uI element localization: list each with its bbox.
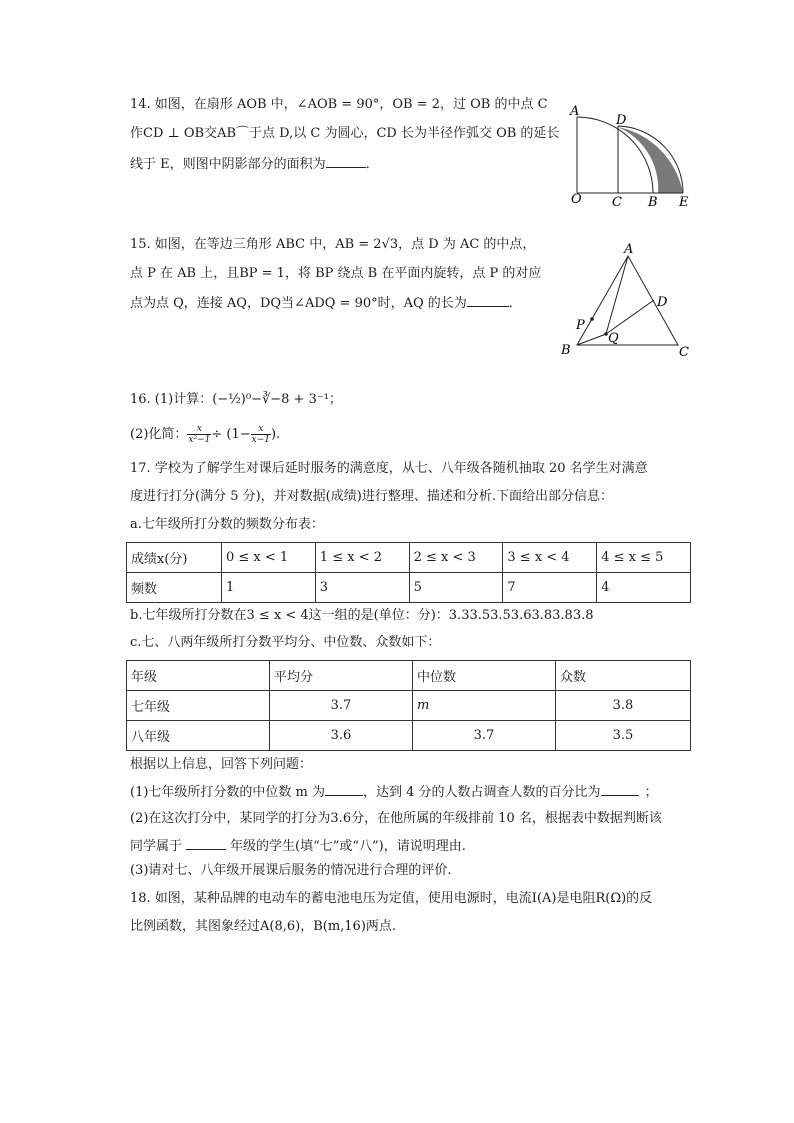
q14-arc-ab	[577, 117, 653, 193]
table-row	[127, 573, 691, 603]
table-cell: 5	[409, 573, 503, 603]
q14-line1: 14. 如图，在扇形 AOB 中，∠AOB = 90°，OB = 2，过 OB 的中点 C	[130, 97, 548, 112]
table-cell: 3.8	[556, 691, 691, 721]
q17-q1-blank-2	[601, 781, 639, 796]
table-cell: 1 ≤ x < 2	[315, 543, 409, 573]
table-cell: 1	[222, 573, 316, 603]
table-cell: 八年级	[127, 721, 270, 751]
q16-part1-expression: (−½)⁰−∛−8 + 3⁻¹；	[212, 392, 342, 407]
q16-part2-middle: ÷ (1−	[211, 427, 251, 442]
table-cell: 3	[315, 573, 409, 603]
q16-part1-label: 16. (1)计算：	[130, 392, 213, 407]
table-cell: 平均分	[270, 661, 413, 691]
q14-label-a: A	[570, 104, 580, 119]
q17-question-2a: (2)在这次打分中，某同学的打分为3.6分，在他所属的年级排前 10 名，根据表中数据判断该	[130, 811, 662, 826]
q14-label-c: C	[612, 195, 622, 210]
table-cell: m	[413, 691, 556, 721]
q14-label-d: D	[616, 113, 627, 128]
q17-question-1	[130, 781, 658, 803]
q17-question-2b	[130, 835, 466, 857]
q15-answer-blank	[467, 292, 509, 307]
q15-line3	[130, 292, 522, 314]
q14-line3	[130, 153, 379, 175]
q15-label-q: Q	[608, 331, 619, 346]
q14-figure	[560, 100, 700, 212]
q15-line2: 点 P 在 AB 上，且BP = 1，将 BP 绕点 B 在平面内旋转，点 P 的对应	[130, 266, 542, 281]
q17-b-text: b.七年级所打分数在3 ≤ x < 4这一组的是(单位：分)：3.33.53.53.63.83.83.8	[130, 608, 594, 623]
q16-frac2-den: x−1	[251, 435, 270, 445]
q14-line3-end: ．	[365, 157, 379, 172]
q17-q1-text-a: (1)七年级所打分数的中位数 m 为	[130, 785, 326, 800]
table-cell: 3.7	[413, 721, 556, 751]
table-cell: 频数	[127, 573, 222, 603]
table-cell: 3 ≤ x < 4	[503, 543, 597, 573]
q17-line2: 度进行打分(满分 5 分)，并对数据(成绩)进行整理、描述和分析.下面给出部分信息：	[130, 489, 613, 504]
q17-frequency-table	[126, 542, 691, 603]
table-cell: 年级	[127, 661, 270, 691]
q17-q1-blank-1	[325, 781, 363, 796]
q18-line1: 18. 如图，某种品牌的电动车的蓄电池电压为定值，使用电源时，电流I(A)是电阻R(Ω)的反	[130, 891, 653, 906]
q15-label-d: D	[657, 295, 668, 310]
q15-label-a: A	[624, 242, 634, 257]
table-row	[127, 543, 691, 573]
q16-frac1-num: x	[187, 424, 211, 435]
table-cell: 成绩x(分)	[127, 543, 222, 573]
table-cell: 中位数	[413, 661, 556, 691]
q16-fraction-2	[251, 424, 271, 445]
q14-label-b: B	[648, 195, 658, 210]
q16-part2-label: (2)化简：	[130, 427, 188, 442]
q17-q2-blank	[186, 835, 226, 850]
q17-question-3: (3)请对七、八年级开展课后服务的情况进行合理的评价.	[130, 863, 452, 878]
table-cell: 3.6	[270, 721, 413, 751]
table-cell: 4 ≤ x ≤ 5	[597, 543, 691, 573]
q15-label-c: C	[679, 345, 689, 360]
q14-line3-text: 线于 E，则图中阴影部分的面积为	[130, 157, 326, 172]
q14-line2: 作CD ⊥ OB交AB⌒于点 D,以 C 为圆心，CD 长为半径作弧交 OB 的延长	[130, 126, 560, 141]
q14-label-e: E	[679, 195, 689, 210]
q17-line1: 17. 学校为了解学生对课后延时服务的满意度，从七、八年级各随机抽取 20 名学生对满意	[130, 461, 648, 476]
q14-label-o: O	[571, 192, 582, 207]
q17-intro: 根据以上信息，回答下列问题：	[130, 757, 313, 772]
q16-part1	[130, 390, 342, 410]
table-row	[127, 721, 691, 751]
q16-fraction-1	[187, 424, 211, 445]
q17-q2-text-a: 同学属于	[130, 839, 183, 854]
q15-line3-end: ．	[508, 296, 522, 311]
q17-q2-text-b: 年级的学生(填“七”或“八”)，请说明理由.	[230, 839, 466, 854]
q15-dq-segment	[606, 300, 654, 334]
q16-frac1-den: x²−1	[188, 435, 211, 445]
table-cell: 0 ≤ x < 1	[222, 543, 316, 573]
q15-point-p	[590, 317, 594, 321]
q17-a-title: a.七年级所打分数的频数分布表：	[130, 517, 324, 532]
table-cell: 4	[597, 573, 691, 603]
table-cell: 7	[503, 573, 597, 603]
table-row	[127, 661, 691, 691]
table-cell: 2 ≤ x < 3	[409, 543, 503, 573]
table-cell: 3.7	[270, 691, 413, 721]
q15-figure	[555, 240, 705, 362]
q15-label-b: B	[561, 343, 571, 358]
table-cell: 众数	[556, 661, 691, 691]
q17-stats-table	[126, 660, 691, 751]
q15-line1: 15. 如图，在等边三角形 ABC 中，AB = 2√3，点 D 为 AC 的中点，	[130, 237, 536, 252]
q17-q1-text-b: ，达到 4 分的人数占调查人数的百分比为	[363, 785, 601, 800]
table-cell: 七年级	[127, 691, 270, 721]
table-cell: 3.5	[556, 721, 691, 751]
q16-frac2-num: x	[251, 424, 271, 435]
table-row	[127, 691, 691, 721]
q17-q1-text-c: ；	[644, 785, 658, 800]
q16-part2-end: ).	[270, 427, 281, 442]
q15-label-p: P	[576, 318, 585, 333]
q18-line2: 比例函数，其图象经过A(8,6)，B(m,16)两点.	[130, 919, 397, 934]
q17-c-title: c.七、八两年级所打分数平均分、中位数、众数如下：	[130, 635, 441, 650]
q14-answer-blank	[326, 153, 366, 168]
q15-line3-text: 点为点 Q，连接 AQ，DQ当∠ADQ = 90°时，AQ 的长为	[130, 296, 467, 311]
q16-part2	[130, 424, 280, 445]
q15-aq-segment	[606, 256, 628, 334]
q15-bq-segment	[577, 334, 606, 345]
